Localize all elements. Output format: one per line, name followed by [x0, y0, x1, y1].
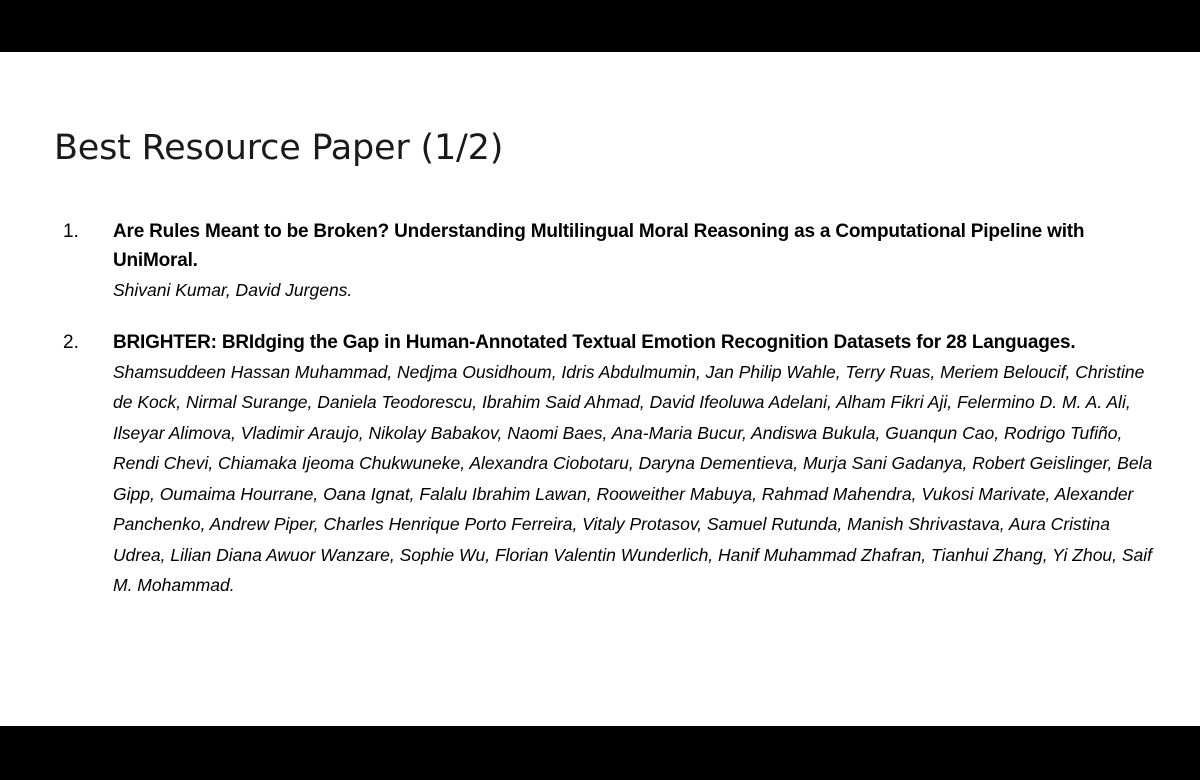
paper-list: [0, 217, 1200, 623]
list-item-number: 2.: [63, 331, 79, 353]
paper-title: Are Rules Meant to be Broken? Understanding Multilingual Moral Reasoning as a Computational Pipeline with UniMoral.: [113, 221, 1085, 271]
paper-entry: [113, 328, 1153, 601]
paper-authors: Shivani Kumar, David Jurgens.: [113, 280, 353, 300]
slide: [0, 52, 1200, 726]
list-item-number: 1.: [63, 221, 79, 242]
paper-title: BRIGHTER: BRIdging the Gap in Human-Annotated Textual Emotion Recognition Datasets for 28 Languages.: [113, 331, 1076, 353]
list-item-paper-1: [0, 217, 1200, 306]
paper-authors: Shamsuddeen Hassan Muhammad, Nedjma Ousidhoum, Idris Abdulmumin, Jan Philip Wahle, Terry Ruas, Meriem Beloucif, Christine de Kock, Nirmal Surange, Daniela Teodorescu, Ibrahim Said Ahmad, David Ifeoluwa Adelani, Alham Fikri Aji, Felermino D. M. A. Ali, Ilseyar Alimova, Vladimir Araujo, Nikolay Babakov, Naomi Baes, Ana-Maria Bucur, Andiswa Bukula, Guanqun Cao, Rodrigo Tufiño, Rendi Chevi, Chiamaka Ijeoma Chukwuneke, Alexandra Ciobotaru, Daryna Dementieva, Murja Sani Gadanya, Robert Geislinger, Bela Gipp, Oumaima Hourrane, Oana Ignat, Falalu Ibrahim Lawan, Rooweither Mabuya, Rahmad Mahendra, Vukosi Marivate, Alexander Panchenko, Andrew Piper, Charles Henrique Porto Ferreira, Vitaly Protasov, Samuel Rutunda, Manish Shrivastava, Aura Cristina Udrea, Lilian Diana Awuor Wanzare, Sophie Wu, Florian Valentin Wunderlich, Hanif Muhammad Zhafran, Tianhui Zhang, Yi Zhou, Saif M. Mohammad.: [113, 361, 1153, 595]
slide-title: Best Resource Paper (1/2): [54, 128, 504, 168]
paper-entry: [113, 217, 1153, 306]
list-item-paper-2: [0, 328, 1200, 601]
